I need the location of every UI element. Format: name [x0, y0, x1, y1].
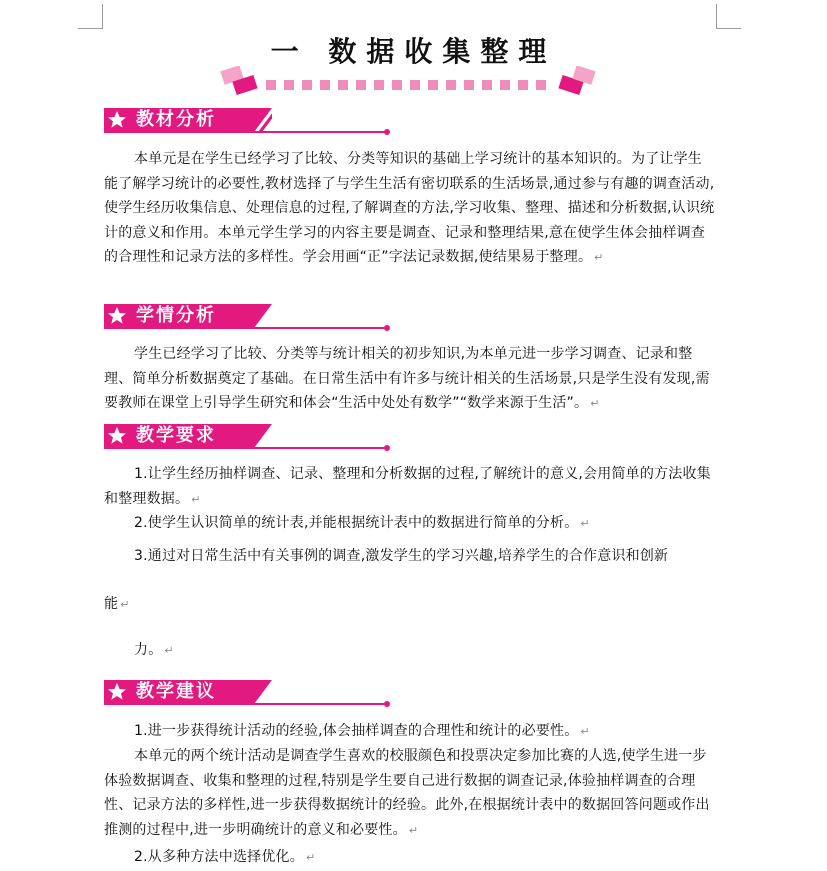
paragraph: 2.从多种方法中选择优化。 ↵	[134, 849, 316, 865]
section-title: 教学建议	[136, 681, 216, 702]
paragraph: 1.让学生经历抽样调查、记录、整理和分析数据的过程,了解统计的意义,会用简单的方法收集和整理数据。 ↵	[104, 466, 711, 507]
paragraph: 学生已经学习了比较、分类等与统计相关的初步知识,为本单元进一步学习调查、记录和整理、简单分析数据奠定了基础。在日常生活中有许多与统计相关的生活场景,只是学生没有发现,需要教师在课堂上引导学生研究和体会“生活中处处有数学”“数学来源于生活”。 ↵	[104, 346, 710, 411]
paragraph: 1.进一步获得统计活动的经验,体会抽样调查的合理性和统计的必要性。 ↵	[134, 723, 590, 739]
section-underline	[104, 327, 386, 329]
section-underline-dot	[384, 445, 390, 451]
paragraph: 2.使学生认识简单的统计表,并能根据统计表中的数据进行简单的分析。 ↵	[134, 515, 590, 531]
section-heading-jiaocai	[104, 108, 399, 136]
section-underline-dot	[384, 129, 390, 135]
paragraph: 本单元是在学生已经学习了比较、分类等知识的基础上学习统计的基本知识的。为了让学生能了解学习统计的必要性,教材选择了与学生生活有密切联系的生活场景,通过参与有趣的调查活动,使学生经历收集信息、处理信息的过程,了解调查的方法,学习收集、整理、描述和分析数据,认识统计的意义和作用。本单元学生学习的内容主要是调查、记录和整理结果,意在使学生体会抽样调查的合理性和记录方法的多样性。学会用画“正”字法记录数据,使结果易于整理。 ↵	[104, 151, 715, 265]
paragraph: 本单元的两个统计活动是调查学生喜欢的校服颜色和投票决定参加比赛的人选,使学生进一步体验数据调查、收集和整理的过程,特别是学生要自己进行数据的调查记录,体验抽样调查的合理性、记录方法的多样性,进一步获得数据统计的经验。此外,在根据统计表中的数据回答问题或作出推测的过程中,进一步明确统计的意义和必要性。 ↵	[104, 748, 710, 838]
paragraph: 3.通过对日常生活中有关事例的调查,激发学生的学习兴趣,培养学生的合作意识和创新	[134, 548, 669, 564]
paragraph-mark: ↵	[120, 598, 130, 611]
page-title: 一 数据收集整理	[270, 35, 557, 68]
page-corner-mark-left	[78, 4, 103, 29]
section-heading-jiaoxue-yaoqiu	[104, 424, 399, 452]
section-heading-xueqing	[104, 304, 399, 332]
paragraph-mark: ↵	[164, 644, 174, 657]
section-title: 教材分析	[136, 109, 216, 130]
section-underline-dot	[384, 325, 390, 331]
paragraph-mark: ↵	[305, 851, 316, 864]
section-underline	[104, 703, 386, 705]
section-underline	[104, 447, 386, 449]
paragraph: 能 ↵	[104, 596, 130, 612]
section-underline	[104, 131, 386, 133]
page-corner-mark-right	[716, 4, 741, 29]
paragraph: 力。 ↵	[134, 642, 174, 658]
paragraph-mark: ↵	[580, 725, 590, 738]
paragraph-mark: ↵	[580, 517, 590, 530]
paragraph-mark: ↵	[191, 492, 201, 506]
paragraph-mark: ↵	[594, 251, 604, 264]
section-title: 学情分析	[136, 305, 216, 326]
paragraph-mark: ↵	[408, 823, 419, 837]
section-title: 教学要求	[136, 425, 216, 446]
title-decoration	[220, 66, 600, 100]
section-heading-jiaoxue-jianyi	[104, 680, 399, 708]
section-underline-dot	[384, 701, 390, 707]
paragraph-mark: ↵	[590, 397, 600, 410]
